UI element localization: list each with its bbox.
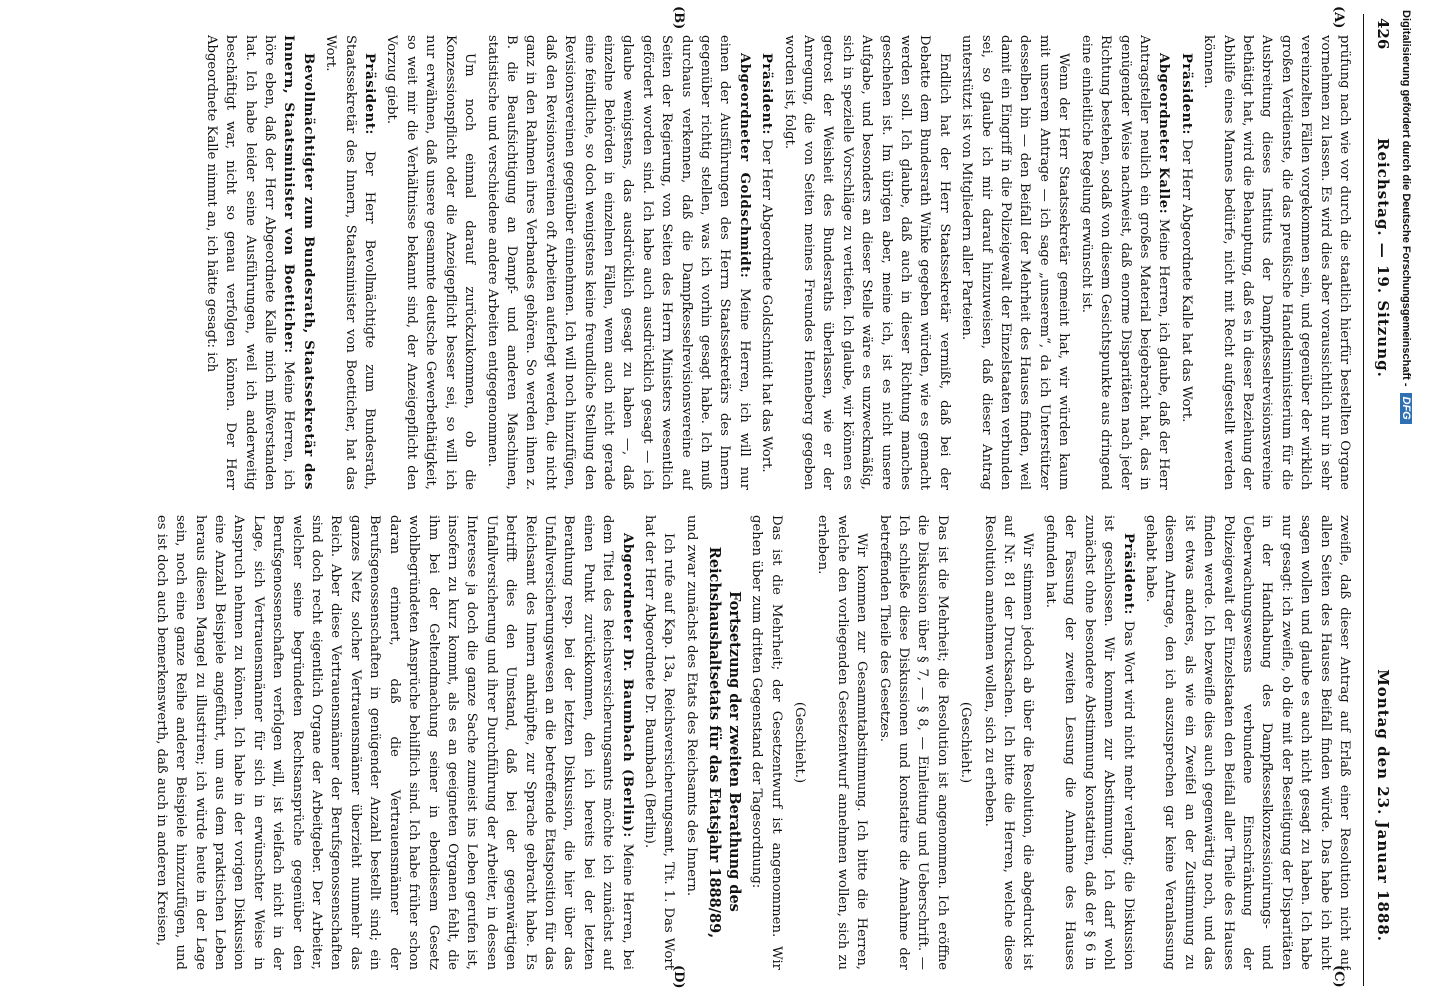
text-paragraph: zweifle, daß dieser Antrag auf Erlaß einer Resolution nicht auf allen Seiten des Hauses Beifall finden würde. Das habe ich nicht sagen wollen und glaube es auch nicht gesagt zu haben. Ich habe nur gesagt: ich zweifle, ob die mit der Beseitigung der Disparitäten in der Handhabung des Dampfkesselkonzessionirungs- und Ueberwachungswesens verbundene Einschränkung der Polizeigewalt der Einzelstaaten den Beifall aller Theile des Hauses finden werde. Ich bezweifle dies auch gegenwärtig noch, und das ist etwas anderes, als wie ein Zweifel an der Zustimmung zu diesem Antrage, den ich auszusprechen gar keine Veranlassung gehabt habe.: [1142, 515, 1352, 970]
digitization-credit: [1392, 10, 1412, 1000]
text-paragraph: Wir stimmen jedoch ab über die Resolution, die abgedruckt ist auf Nr. 81 der Drucksachen. Ich bitte die Herren, welche diese Resolution annehmen wollen, sich zu erheben.: [981, 515, 1036, 970]
speaker-name: Präsident:: [759, 53, 775, 136]
text-paragraph: prüfung nach wie vor durch die staatlich hierfür bestellten Organe vornehmen zu lassen. Es wird dies aber voraussichtlich nur in sehr vereinzelten Fällen vorgekommen sein, und gegenüber der wirklich großen Verdienste, die das preußische Handelsministerium für die Ausbreitung dieses Instituts der Dampfkesselrevisionsvereine bethätigt hat, wird die Behauptung, daß es in dieser Beziehung der Abhilfe eines Mannes bedürfe, nicht mit Recht aufgestellt werden können.: [1201, 35, 1352, 490]
page-number: 426: [1374, 18, 1392, 50]
speaker-name: Abgeordneter Goldschmidt:: [736, 53, 752, 279]
session-title: Reichstag. — 19. Sitzung.: [1374, 138, 1392, 378]
margin-mark-b: (B): [671, 6, 686, 30]
section-title: Fortsetzung der zweiten Berathung des Reichshaushaltsetats für das Etatsjahr 1888/89,: [705, 546, 743, 939]
speaker-name: Bevollmächtigter zum Bundesrath, Staatssekretär des Innern, Staatsminister von Boetticher:: [281, 35, 316, 490]
speech-text: Der Herr Abgeordnete Kalle hat das Wort.: [1178, 139, 1194, 423]
speech-paragraph: [1041, 515, 1138, 970]
speech-text: Meine Herren, ich höre eben, daß der Herr Abgeordnete Kalle mich mißverstanden hat. Ich habe leider seine Ausführungen, weil ich anderweitig beschäftigt war, nicht so genau verfolgen können. Der Herr Abgeordnete Kalle nimmt an, ich hätte gesagt: ich: [203, 35, 297, 490]
speaker-name: Präsident:: [362, 53, 378, 136]
margin-mark-c: (C): [1331, 965, 1346, 988]
session-date: Montag den 23. Januar 1888.: [1374, 669, 1392, 942]
stage-direction: (Geschieht.): [958, 701, 974, 784]
stage-direction: (Geschieht.): [792, 701, 808, 784]
speech-paragraph: [321, 35, 379, 490]
speech-paragraph: [757, 35, 776, 490]
speech-text: Der Herr Bevollmächtigte zum Bundesrath, Staatssekretär des Innern, Staatsminister von Boetticher, hat das Wort.: [323, 35, 378, 490]
credit-text: Digitalisierung gefördert durch die Deutsche Forschungsgemeinschaft -: [1400, 10, 1412, 387]
speech-paragraph: [1076, 35, 1173, 490]
speech-text: Meine Herren, ich will nur einen der Ausführungen des Herrn Staatssekretärs des Innern gegenüber richtig stellen, was ich vorhin gesagt habe. Ich muß durchaus verkennen, daß die Dampfkesselrevisionsvereine auf Seiten der Regierung, von Seiten des Herrn Ministers wesentlich gefördert worden sind. Ich habe auch ausdrücklich gesagt — ich glaube wenigstens, das ausdrücklich gesagt zu haben —, daß einzelne Behörden in einzelnen Fällen, wenn auch nicht gerade eine feindliche, so doch wenigstens keine freundliche Stellung den Revisionsvereinen gegenüber einnehmen. Ich will noch hinzufügen, daß den Revisionsvereinen oft Arbeiten auferlegt werden, die nicht ganz in den Rahmen ihres Verbandes gehören. So werden ihnen z. B. die Beaufsichtigung an Dampf- und anderen Maschinen, statistische und verschiedene andere Arbeiten entgegenommen.: [484, 35, 752, 490]
speech-text: Meine Herren, bei dem Titel des Reichsversicherungsamts möchte ich zunächst auf einen Punkt zurückkommen, den ich bereits bei der letzten Berathung resp. bei der letzten Diskussion, die hier über das Unfallversicherungswesen an die betreffende Etatsposition für das Reichsamt des Innern anknüpfte, zur Sprache gebracht habe. Es betrifft dies den Umstand, daß bei der gegenwärtigen Unfallversicherung und ihrer Durchführung der Arbeiter, in dessen Interesse ja doch die ganze Sache zumeist ins Leben gerufen ist, insofern zu kurz kommt, als es an geeigneten Organen fehlt, die ihm bei der Geltendmachung seiner in ebendiesem Gesetz wohlbegründeten Ansprüche behilflich sind. Ich habe früher schon daran erinnert, daß die Vertrauensmänner der Berufsgenossenschaften in genügender Anzahl bestellt sind; ein ganzes Netz solcher Vertrauensmänner überzieht nunmehr das Reich. Aber diese Vertrauensmänner der Berufsgenossenschaften sind doch recht eigentlich Organe der Arbeitgeber. Der Arbeiter, welcher seine begründeten Rechtsansprüche gegenüber den Berufsgenossenschaften verfolgen will, ist vielfach nicht in der Lage, sich Vertrauensmänner für sich in erwünschter Weise in Anspruch nehmen zu können. Ich habe in der vorigen Diskussion eine Anzahl Beispiele angeführt, um aus dem praktischen Leben heraus diesen Mangel zu illustriren; ich würde heute in der Lage sein, noch eine ganze Reihe anderer Beispiele hinzuzufügen, und es ist doch auch bemerkenswerth, daß auch in anderen Kreisen,: [153, 515, 635, 970]
header-rule: [1363, 14, 1364, 986]
text-paragraph: Endlich hat der Herr Staatssekretär vermißt, daß bei der Debatte dem Bundesrath Winke gegeben würden, wie es gemacht werden soll. Ich glaube, daß auch in dieser Richtung manches geschehen ist. Im übrigen aber, meine ich, ist es nicht unsere Aufgabe, und besonders an dieser Stelle wäre es unzweckmäßig, sich in spezielle Vorschläge zu vertiefen. Ich glaube, wir können es getrost der Weisheit des Bundesraths überlassen, wie er der Anregung, die von Seiten meines Freundes Henneberg gegeben worden ist, folgt.: [781, 35, 952, 490]
dfg-logo: DFG: [1400, 393, 1412, 424]
text-paragraph: Das ist die Mehrheit; der Gesetzentwurf ist angenommen. Wir gehen über zum dritten Gegenstand der Tagesordnung:: [749, 515, 784, 970]
speaker-name: Präsident:: [1178, 53, 1194, 136]
speaker-name: Abgeordneter Kalle:: [1156, 53, 1172, 215]
text-paragraph: Wir kommen zur Gesammtabstimmung. Ich bitte die Herren, welche den vorliegenden Gesetzentwurf annehmen wollen, sich zu erheben.: [815, 515, 870, 970]
speech-paragraph: [151, 515, 636, 970]
left-text-column: [44, 35, 1354, 490]
margin-mark-d: (D): [671, 965, 686, 989]
text-paragraph: Das ist die Mehrheit; die Resolution ist angenommen. Ich eröffne die Diskussion über § 7, — § 8, — Einleitung und Ueberschrift. — Ich schließe diese Diskussionen und konstatire die Annahme der betreffenden Theile des Gesetzes.: [876, 515, 950, 970]
newspaper-page: [26, 0, 1406, 1000]
speech-paragraph: [1176, 35, 1195, 490]
speech-text: Das Wort wird nicht mehr verlangt; die Diskussion ist geschlossen. Wir kommen zur Abstimmung. Ich darf wohl zunächst ohne besondere Abstimmung konstatiren, daß der § 6 in der Fassung der zweiten Lesung die Annahme des Hauses gefunden hat.: [1042, 515, 1136, 970]
speaker-name: Präsident:: [1120, 533, 1136, 616]
speaker-name: Abgeordneter Dr. Baumbach (Berlin):: [619, 533, 635, 838]
text-paragraph: Ich rufe auf Kap. 13a, Reichsversicherungsamt, Tit. 1. Das Wort hat der Herr Abgeordnete Dr. Baumbach (Berlin).: [642, 515, 677, 970]
margin-mark-a: (A): [1331, 6, 1346, 29]
right-text-column: [44, 515, 1354, 970]
text-paragraph: Wenn der Herr Staatssekretär gemeint hat, wir würden kaum mit unserem Antrage — ich sage „unserem“, da ich Unterstützer desselben bin — den Beifall der Mehrheit des Hauses finden, weil damit ein Eingriff in die Polizeigewalt der Einzelstaaten verbunden sei, so glaube ich mir darauf hinzuweisen, daß dieser Antrag unterstützt ist von Mitgliedern aller Parteien.: [959, 35, 1072, 490]
speech-text: Meine Herren, ich glaube, daß der Herr Antragsteller neulich ein großes Material beigebracht hat, das in genügender Weise nachweist, daß enorme Disparitäten nach jeder Richtung bestehen, sodaß von diesem Gesichtspunkte aus dringend eine einheitliche Regelung erwünscht ist.: [1078, 35, 1172, 490]
text-paragraph: und zwar zunächst des Etats des Reichsamts des Innern.: [683, 515, 699, 897]
speech-paragraph: [482, 35, 754, 490]
speech-text: Der Herr Abgeordnete Goldschmidt hat das Wort.: [759, 139, 775, 473]
text-paragraph: Um noch einmal darauf zurückzukommen, ob die Konzessionspflicht oder die Anzeigepflicht besser sei, so will ich nur erwähnen, daß unsere gesammte deutsche Gewerbethätigkeit, so weit mir die Verhältnisse bekannt sind, der Anzeigepflicht den Vorzug giebt.: [384, 35, 478, 490]
speech-paragraph: [201, 35, 317, 490]
